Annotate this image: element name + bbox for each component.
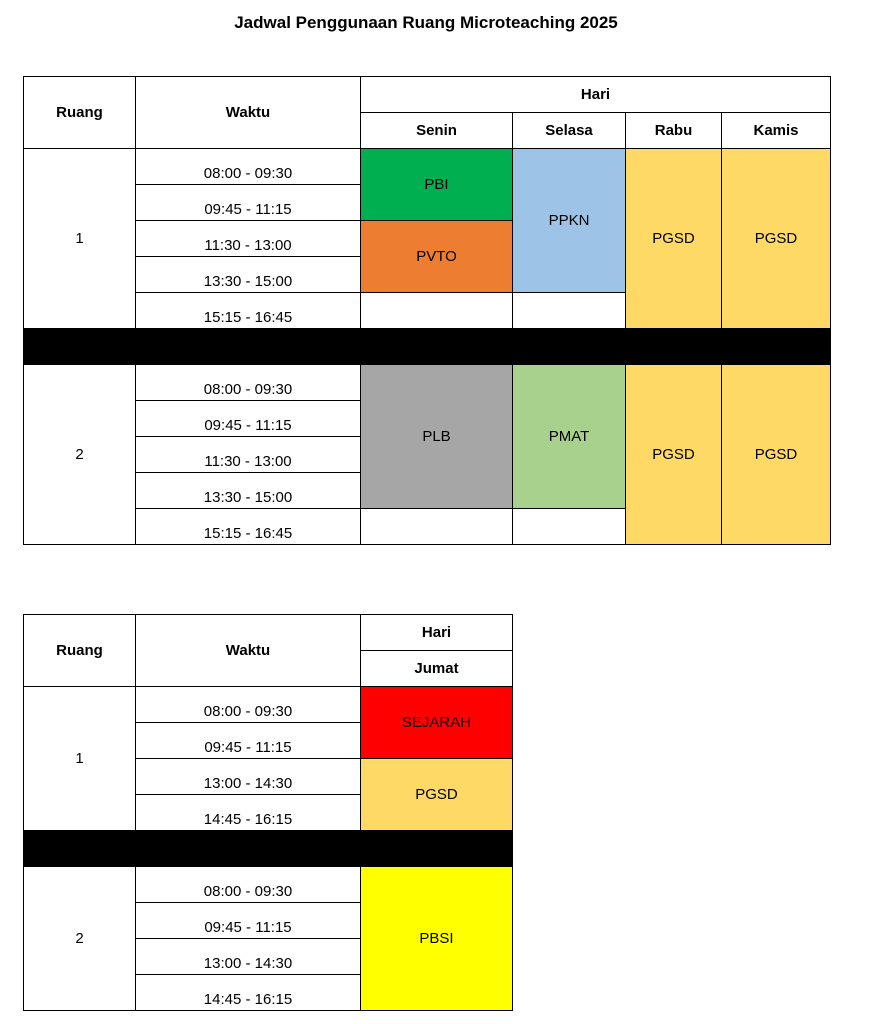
empty-cell: [513, 509, 626, 545]
header-day-senin: Senin: [361, 113, 513, 149]
time-slot: 13:00 - 14:30: [136, 759, 361, 795]
empty-cell: [361, 509, 513, 545]
slot-pgsd-rabu: PGSD: [626, 365, 722, 545]
schedule-table-mon-thu: [23, 76, 831, 545]
empty-cell: [361, 293, 513, 329]
slot-pgsd-kamis: PGSD: [722, 365, 831, 545]
empty-cell: [513, 293, 626, 329]
table-row: [24, 867, 513, 903]
header-hari: Hari: [361, 77, 831, 113]
time-slot: 13:00 - 14:30: [136, 939, 361, 975]
slot-pgsd-jumat: PGSD: [361, 759, 513, 831]
separator-row: [24, 831, 513, 867]
room-number: 1: [24, 149, 136, 329]
separator-row: [24, 329, 831, 365]
room-number: 2: [24, 365, 136, 545]
slot-pvto: PVTO: [361, 221, 513, 293]
header-day-kamis: Kamis: [722, 113, 831, 149]
room-number: 2: [24, 867, 136, 1011]
time-slot: 15:15 - 16:45: [136, 293, 361, 329]
header-day-rabu: Rabu: [626, 113, 722, 149]
header-day-jumat: Jumat: [361, 651, 513, 687]
time-slot: 08:00 - 09:30: [136, 687, 361, 723]
time-slot: 15:15 - 16:45: [136, 509, 361, 545]
header-day-selasa: Selasa: [513, 113, 626, 149]
page-title: Jadwal Penggunaan Ruang Microteaching 2025: [234, 13, 618, 32]
time-slot: 08:00 - 09:30: [136, 867, 361, 903]
time-slot: 09:45 - 11:15: [136, 903, 361, 939]
header-waktu: Waktu: [136, 77, 361, 149]
table-row: [24, 365, 831, 401]
time-slot: 13:30 - 15:00: [136, 257, 361, 293]
slot-plb: PLB: [361, 365, 513, 509]
slot-pbi: PBI: [361, 149, 513, 221]
header-ruang: Ruang: [24, 77, 136, 149]
slot-pbsi: PBSI: [361, 867, 513, 1011]
slot-pmat: PMAT: [513, 365, 626, 509]
table-row: [24, 687, 513, 723]
time-slot: 08:00 - 09:30: [136, 365, 361, 401]
table-row: [24, 149, 831, 185]
time-slot: 14:45 - 16:15: [136, 975, 361, 1011]
header-ruang: Ruang: [24, 615, 136, 687]
slot-ppkn: PPKN: [513, 149, 626, 293]
time-slot: 11:30 - 13:00: [136, 221, 361, 257]
header-waktu: Waktu: [136, 615, 361, 687]
slot-pgsd-kamis: PGSD: [722, 149, 831, 329]
header-hari: Hari: [361, 615, 513, 651]
time-slot: 11:30 - 13:00: [136, 437, 361, 473]
room-number: 1: [24, 687, 136, 831]
slot-sejarah: SEJARAH: [361, 687, 513, 759]
time-slot: 09:45 - 11:15: [136, 723, 361, 759]
time-slot: 14:45 - 16:15: [136, 795, 361, 831]
time-slot: 08:00 - 09:30: [136, 149, 361, 185]
schedule-table-fri: [23, 614, 513, 1011]
time-slot: 09:45 - 11:15: [136, 401, 361, 437]
slot-pgsd-rabu: PGSD: [626, 149, 722, 329]
time-slot: 09:45 - 11:15: [136, 185, 361, 221]
time-slot: 13:30 - 15:00: [136, 473, 361, 509]
